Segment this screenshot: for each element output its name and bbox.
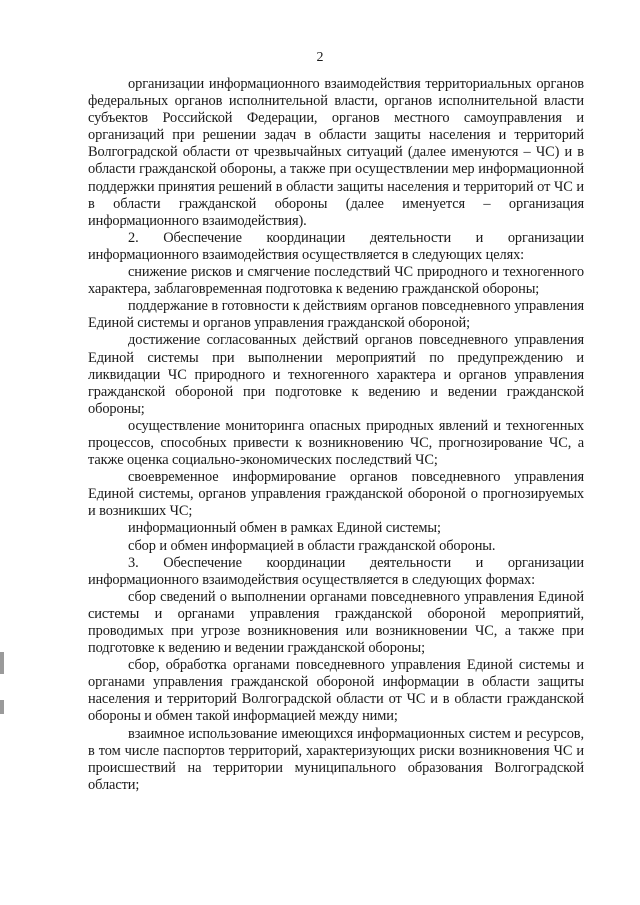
paragraph: достижение согласованных действий органов повседневного управления Единой системы при выполнении мероприятий по предупреждению и ликвидации ЧС природного и техногенного характера и органов управления гражданской обороной при подготовке к ведению и ведении гражданской обороны; — [88, 332, 584, 417]
scan-edge-mark — [0, 700, 4, 714]
paragraph: организации информационного взаимодействия территориальных органов федеральных органов исполнительной власти, органов исполнительной власти субъектов Российской Федерации, органов местного самоуправления и организаций при решении задач в области защиты населения и территорий Волгоградской области от чрезвычайных ситуаций (далее именуются – ЧС) и в области гражданской обороны, а также при осуществлении мер информационной поддержки принятия решений в области защиты населения и территорий от ЧС и в области гражданской обороны (далее именуется – организация информационного взаимодействия). — [88, 76, 584, 229]
paragraph: 3. Обеспечение координации деятельности и организации информационного взаимодействия осуществляется в следующих формах: — [88, 554, 584, 588]
document-body — [88, 76, 584, 794]
page-number: 2 — [316, 50, 324, 65]
paragraph: своевременное информирование органов повседневного управления Единой системы, органов управления гражданской обороной о прогнозируемых и возникших ЧС; — [88, 469, 584, 520]
paragraph: сбор сведений о выполнении органами повседневного управления Единой системы и органами управления гражданской обороной мероприятий, проводимых при угрозе возникновения или возникновении ЧС, а также при подготовке к ведению и ведении гражданской обороны; — [88, 588, 584, 657]
paragraph: 2. Обеспечение координации деятельности и организации информационного взаимодействия осуществляется в следующих целях: — [88, 229, 584, 263]
paragraph: осуществление мониторинга опасных природных явлений и техногенных процессов, способных привести к возникновению ЧС, прогнозирование ЧС, а также оценка социально-экономических последствий ЧС; — [88, 417, 584, 469]
paragraph: сбор и обмен информацией в области гражданской обороны. — [128, 537, 496, 554]
scan-edge-mark — [0, 652, 4, 674]
paragraph: снижение рисков и смягчение последствий ЧС природного и техногенного характера, заблаговременная подготовка к ведению гражданской обороны; — [88, 264, 584, 298]
paragraph: взаимное использование имеющихся информационных систем и ресурсов, в том числе паспортов территорий, характеризующих риски возникновения ЧС и происшествий на территории муниципального образования Волгоградской области; — [88, 725, 584, 793]
paragraph: сбор, обработка органами повседневного управления Единой системы и органами управления гражданской обороной информации в области защиты населения и территорий Волгоградской области от ЧС и в области гражданской обороны и обмен такой информацией между ними; — [88, 657, 584, 725]
paragraph: поддержание в готовности к действиям органов повседневного управления Единой системы и органов управления гражданской обороной; — [88, 298, 584, 332]
paragraph: информационный обмен в рамках Единой системы; — [128, 520, 441, 537]
